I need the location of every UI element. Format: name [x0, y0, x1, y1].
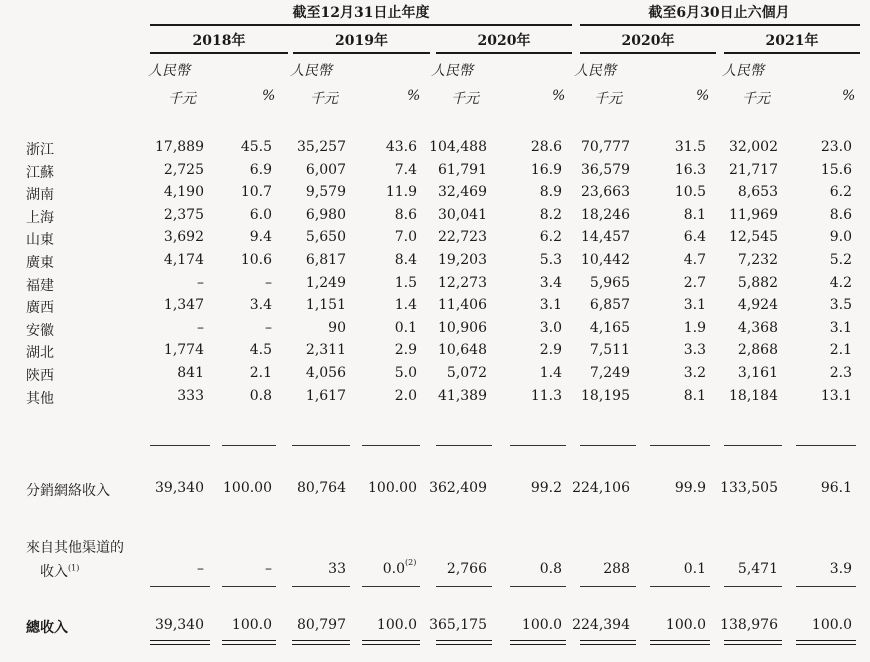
subtotal-cell: 99.9 — [674, 480, 706, 496]
subtotal-cell: 100.00 — [368, 480, 417, 496]
other-cell — [830, 561, 852, 577]
other-cell-value: 0.8 — [539, 561, 562, 577]
table-cell: 6,007 — [305, 161, 346, 178]
unit-label-currency: 人民幣 — [431, 63, 473, 79]
total-double-rule — [150, 640, 210, 645]
unit-label-currency: 人民幣 — [722, 63, 764, 79]
subtotal-cell: 99.2 — [530, 480, 562, 496]
table-cell: 17,889 — [155, 139, 204, 155]
table-cell: 2.1 — [249, 365, 272, 381]
table-cell: 8.1 — [683, 387, 706, 404]
unit-label-thousand: 千元 — [742, 91, 770, 107]
total-rule — [724, 586, 782, 587]
table-cell: 3.0 — [539, 319, 562, 336]
table-cell: – — [265, 274, 272, 291]
table-cell: 6.2 — [539, 229, 562, 246]
table-cell: – — [265, 319, 272, 336]
other-cell-value: 2,766 — [446, 561, 487, 577]
table-cell: 6.0 — [249, 206, 272, 223]
other-cell: 0.0 (2) — [382, 558, 417, 577]
year-underline — [436, 52, 572, 54]
table-cell: 1,347 — [163, 297, 204, 314]
table-cell: 2.3 — [829, 365, 852, 381]
table-cell: 61,791 — [438, 161, 487, 178]
region-label: 浙江 — [26, 142, 54, 158]
total-cell: 39,340 — [155, 617, 204, 633]
table-cell: 104,488 — [429, 139, 487, 155]
total-rule — [222, 586, 276, 587]
other-cell-value: 288 — [603, 561, 630, 577]
subtotal-rule — [650, 445, 710, 446]
other-cell-value: 3.9 — [829, 561, 852, 577]
table-cell: 5,882 — [737, 274, 778, 291]
table-cell: 6.4 — [683, 229, 706, 246]
total-cell: 100.0 — [811, 617, 852, 633]
table-cell: 6,817 — [305, 252, 346, 268]
subtotal-rule — [436, 445, 492, 446]
total-cell: 80,797 — [297, 617, 346, 633]
subtotal-label: 分銷網絡收入 — [26, 483, 110, 499]
region-label: 福建 — [26, 277, 54, 294]
table-cell: 1.5 — [394, 274, 417, 291]
total-rule — [796, 586, 856, 587]
other-cell-value: – — [197, 561, 204, 577]
total-cell: 138,976 — [720, 617, 778, 633]
total-double-rule — [436, 640, 492, 645]
subtotal-rule — [150, 445, 210, 446]
other-cell-value: 0.1 — [683, 561, 706, 577]
unit-label-currency: 人民幣 — [574, 63, 616, 79]
table-cell: 4.7 — [683, 252, 706, 268]
subtotal-cell: 96.1 — [820, 480, 852, 496]
table-cell: 8.2 — [539, 206, 562, 223]
table-cell: 4,924 — [737, 297, 778, 314]
table-cell: 7.4 — [394, 161, 417, 178]
table-cell: 10,442 — [581, 252, 630, 268]
table-cell: 2,868 — [737, 342, 778, 359]
table-cell: 1,151 — [305, 297, 346, 314]
table-cell: 1.4 — [394, 297, 417, 314]
group-underline-year-end — [150, 24, 572, 26]
table-cell: 333 — [177, 387, 204, 404]
table-cell: 21,717 — [729, 161, 778, 178]
subtotal-cell: 133,505 — [720, 480, 778, 496]
table-cell: 3,692 — [163, 229, 204, 246]
total-cell: 365,175 — [429, 617, 487, 633]
total-cell: 224,394 — [572, 617, 630, 633]
table-cell: 841 — [177, 365, 204, 381]
subtotal-rule — [580, 445, 636, 446]
total-rule — [510, 586, 566, 587]
subtotal-rule — [724, 445, 782, 446]
region-label: 其他 — [26, 390, 54, 407]
table-cell: 0.8 — [249, 387, 272, 404]
table-cell: 32,469 — [438, 184, 487, 201]
table-cell: 18,195 — [581, 387, 630, 404]
unit-label-currency: 人民幣 — [148, 63, 190, 79]
total-cell: 100.0 — [521, 617, 562, 633]
region-label: 湖北 — [26, 345, 54, 362]
table-cell: 36,579 — [581, 161, 630, 178]
table-cell: 23,663 — [581, 184, 630, 201]
table-cell: 6,857 — [589, 297, 630, 314]
total-rule — [580, 586, 636, 587]
table-cell: 7,249 — [589, 365, 630, 381]
table-cell: 5.0 — [394, 365, 417, 381]
table-cell: 30,041 — [438, 206, 487, 223]
table-cell: 18,246 — [581, 206, 630, 223]
table-cell: 6.9 — [249, 161, 272, 178]
table-cell: 16.3 — [674, 161, 706, 178]
table-cell: 10,648 — [438, 342, 487, 359]
unit-label-thousand: 千元 — [451, 91, 479, 107]
other-cell — [684, 561, 706, 577]
table-cell: 6,980 — [305, 206, 346, 223]
subtotal-cell: 100.00 — [223, 480, 272, 496]
table-cell: 1,249 — [305, 274, 346, 291]
table-cell: 3.4 — [249, 297, 272, 314]
table-cell: 4,368 — [737, 319, 778, 336]
table-cell: 13.1 — [820, 387, 852, 404]
table-cell: 2.7 — [683, 274, 706, 291]
table-cell: 4,165 — [589, 319, 630, 336]
total-double-rule — [650, 640, 710, 645]
total-cell: 100.0 — [376, 617, 417, 633]
other-cell — [447, 561, 487, 577]
table-cell: 12,273 — [438, 274, 487, 291]
table-cell: 5,965 — [589, 274, 630, 291]
region-label: 廣西 — [26, 300, 54, 317]
other-cell-value: 5,471 — [737, 561, 778, 577]
table-cell: – — [197, 274, 204, 291]
other-cell — [540, 561, 562, 577]
table-cell: 70,777 — [581, 139, 630, 155]
table-cell: 10.5 — [674, 184, 706, 201]
table-cell: 0.1 — [394, 319, 417, 336]
table-cell: 3,161 — [737, 365, 778, 381]
table-cell: 43.6 — [385, 139, 417, 155]
table-cell: 8,653 — [737, 184, 778, 201]
table-cell: 32,002 — [729, 139, 778, 155]
unit-label-percent: % — [696, 88, 710, 104]
table-cell: 3.3 — [683, 342, 706, 359]
table-cell: 5,072 — [446, 365, 487, 381]
total-double-rule — [292, 640, 350, 645]
table-cell: 3.5 — [829, 297, 852, 314]
table-cell: 3.1 — [829, 319, 852, 336]
other-cell — [265, 561, 272, 577]
table-cell: 2.1 — [829, 342, 852, 359]
table-cell: 12,545 — [729, 229, 778, 246]
table-cell: 11,969 — [729, 206, 778, 223]
year-underline — [580, 52, 716, 54]
total-double-rule — [362, 640, 420, 645]
table-cell: 90 — [328, 319, 346, 336]
region-label: 江蘇 — [26, 164, 54, 181]
table-cell: 5.3 — [539, 252, 562, 268]
table-cell: 8.6 — [829, 206, 852, 223]
table-cell: 35,257 — [297, 139, 346, 155]
table-cell: – — [197, 319, 204, 336]
region-label: 上海 — [26, 209, 54, 226]
subtotal-rule — [362, 445, 420, 446]
table-cell: 2,375 — [163, 206, 204, 223]
total-rule — [362, 586, 420, 587]
total-double-rule — [580, 640, 636, 645]
table-cell: 4,174 — [163, 252, 204, 268]
region-label: 山東 — [26, 232, 54, 249]
other-cell-value: 0.0 — [382, 561, 405, 577]
table-cell: 1.9 — [683, 319, 706, 336]
table-cell: 10,906 — [438, 319, 487, 336]
table-cell: 11.3 — [530, 387, 562, 404]
table-cell: 8.9 — [539, 184, 562, 201]
year-underline — [293, 52, 430, 54]
year-header: 2018年 — [192, 33, 246, 49]
table-cell: 11.9 — [385, 184, 417, 201]
other-cell — [328, 561, 346, 577]
year-header: 2020年 — [477, 33, 531, 49]
table-cell: 2,311 — [305, 342, 346, 359]
year-header: 2021年 — [765, 33, 819, 49]
subtotal-rule — [510, 445, 566, 446]
table-cell: 5,650 — [305, 229, 346, 246]
table-cell: 6.2 — [829, 184, 852, 201]
total-rule — [436, 586, 492, 587]
table-cell: 2.9 — [539, 342, 562, 359]
table-cell: 7.0 — [394, 229, 417, 246]
table-cell: 9.0 — [829, 229, 852, 246]
unit-label-percent: % — [407, 88, 421, 104]
table-cell: 3.1 — [683, 297, 706, 314]
other-label-text: 收入 — [40, 564, 68, 580]
table-cell: 4,190 — [163, 184, 204, 201]
group-underline-six-months — [580, 24, 860, 26]
table-cell: 19,203 — [438, 252, 487, 268]
table-cell: 3.4 — [539, 274, 562, 291]
table-cell: 3.1 — [539, 297, 562, 314]
table-cell: 23.0 — [820, 139, 852, 155]
table-cell: 8.6 — [394, 206, 417, 223]
table-cell: 2.0 — [394, 387, 417, 404]
total-double-rule — [222, 640, 276, 645]
subtotal-cell: 362,409 — [429, 480, 487, 496]
unit-label-currency: 人民幣 — [290, 63, 332, 79]
other-label-line1: 來自其他渠道的 — [26, 540, 124, 556]
table-cell: 22,723 — [438, 229, 487, 246]
region-label: 安徽 — [26, 322, 54, 339]
table-cell: 45.5 — [240, 139, 272, 155]
year-header: 2019年 — [335, 33, 388, 49]
table-cell: 15.6 — [820, 161, 852, 178]
unit-label-percent: % — [262, 88, 276, 104]
unit-label-thousand: 千元 — [168, 91, 196, 107]
table-cell: 41,389 — [438, 387, 487, 404]
total-cell: 100.0 — [231, 617, 272, 633]
region-label: 陝西 — [26, 368, 54, 384]
unit-label-thousand: 千元 — [310, 91, 338, 107]
unit-label-percent: % — [552, 88, 566, 104]
region-label: 湖南 — [26, 187, 54, 204]
subtotal-rule — [222, 445, 276, 446]
table-cell: 2,725 — [163, 161, 204, 178]
table-cell: 4.5 — [249, 342, 272, 359]
other-label-line2 — [40, 561, 79, 581]
table-cell: 5.2 — [829, 252, 852, 268]
other-cell-value: 33 — [328, 561, 346, 577]
subtotal-cell: 80,764 — [297, 480, 346, 496]
year-underline — [724, 52, 860, 54]
table-cell: 10.7 — [240, 184, 272, 201]
table-cell: 16.9 — [530, 161, 562, 178]
group-header-six-months: 截至6月30日止六個月 — [648, 5, 790, 21]
table-cell: 8.1 — [683, 206, 706, 223]
table-cell: 1,774 — [163, 342, 204, 359]
total-rule — [650, 586, 710, 587]
table-cell: 28.6 — [530, 139, 562, 155]
table-cell: 1,617 — [305, 387, 346, 404]
total-double-rule — [796, 640, 856, 645]
total-label: 總收入 — [26, 620, 68, 636]
table-cell: 14,457 — [581, 229, 630, 246]
other-cell-value: – — [265, 561, 272, 577]
total-rule — [150, 586, 210, 587]
subtotal-rule — [796, 445, 856, 446]
subtotal-cell: 224,106 — [572, 480, 630, 496]
table-cell: 4.2 — [829, 274, 852, 291]
other-cell — [738, 561, 778, 577]
other-cell — [603, 561, 630, 577]
table-cell: 7,511 — [589, 342, 630, 359]
year-header: 2020年 — [621, 33, 675, 49]
unit-label-thousand: 千元 — [594, 91, 622, 107]
other-cell — [197, 561, 204, 577]
table-cell: 3.2 — [683, 365, 706, 381]
table-cell: 9.4 — [249, 229, 272, 246]
total-cell: 100.0 — [665, 617, 706, 633]
subtotal-rule — [292, 445, 350, 446]
year-underline — [150, 52, 288, 54]
region-label: 廣東 — [26, 255, 54, 271]
table-cell: 2.9 — [394, 342, 417, 359]
total-double-rule — [510, 640, 566, 645]
table-cell: 4,056 — [305, 365, 346, 381]
table-cell: 9,579 — [305, 184, 346, 201]
table-cell: 18,184 — [729, 387, 778, 404]
total-double-rule — [724, 640, 782, 645]
table-cell: 8.4 — [394, 252, 417, 268]
unit-label-percent: % — [842, 88, 856, 104]
table-cell: 31.5 — [674, 139, 706, 155]
footnote-marker: (1) — [68, 563, 80, 573]
table-cell: 10.6 — [240, 252, 272, 268]
table-cell: 7,232 — [737, 252, 778, 268]
group-header-year-end: 截至12月31日止年度 — [292, 5, 430, 21]
total-rule — [292, 586, 350, 587]
table-cell: 11,406 — [438, 297, 487, 314]
subtotal-cell: 39,340 — [155, 480, 204, 496]
table-cell: 1.4 — [539, 365, 562, 381]
